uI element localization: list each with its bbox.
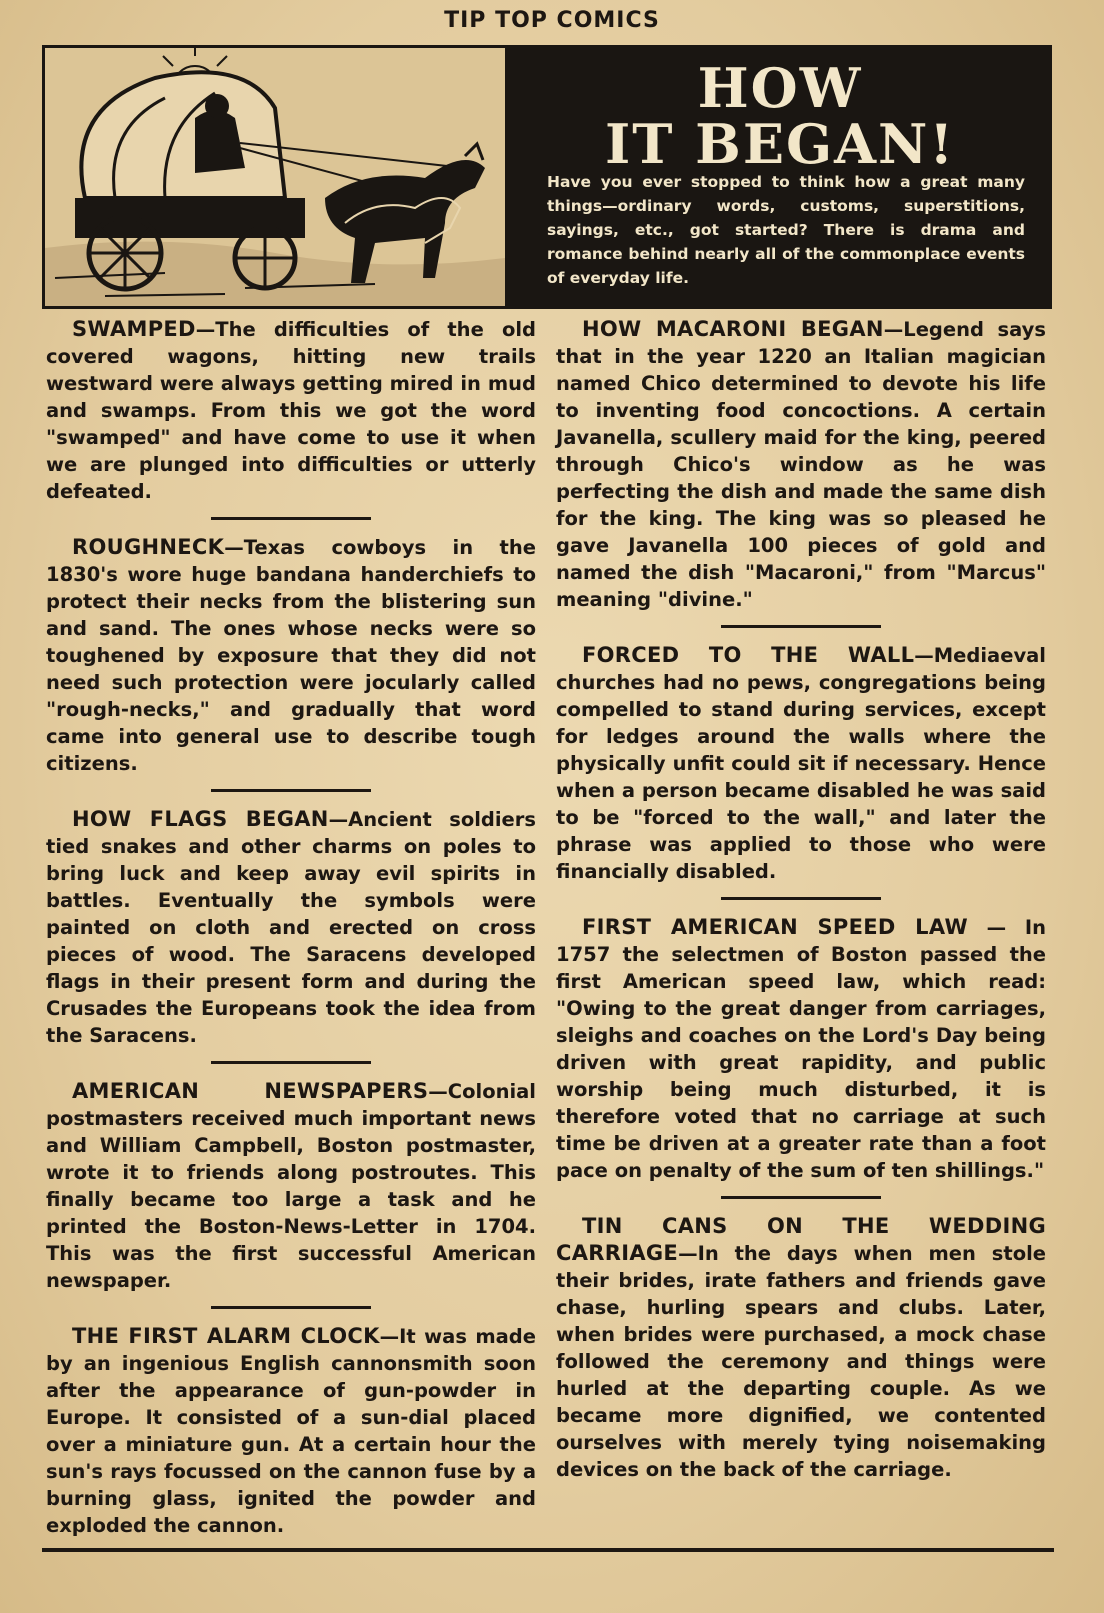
article-roughneck — [46, 534, 536, 777]
covered-wagon-illustration — [45, 48, 505, 306]
article-body: —Mediaeval churches had no pews, congregations being compelled to stand during services, except for ledges around the walls where the physically unfit could sit if necessary. Hence when a person became disabled he was said to be "forced to the wall," and later the phrase was applied to those who were financially disabled. — [556, 644, 1046, 883]
article-how-macaroni-began — [556, 316, 1046, 613]
article-heading: TIN CANS ON THE WEDDING CARRIAGE — [556, 1214, 1046, 1265]
article-heading: HOW FLAGS BEGAN — [72, 807, 329, 831]
divider — [211, 1306, 371, 1309]
right-column — [556, 316, 1046, 1483]
article-heading: FIRST AMERICAN SPEED LAW — [582, 915, 968, 939]
banner-title — [511, 56, 1049, 176]
banner-text-panel — [511, 48, 1049, 306]
banner-intro: Have you ever stopped to think how a great many things—ordinary words, customs, superstitions, sayings, etc., got started? There is drama and romance behind nearly all of the commonplace events of everyday life. — [547, 173, 1025, 287]
article-heading: FORCED TO THE WALL — [582, 643, 915, 667]
divider — [211, 1061, 371, 1064]
banner-title-line2: IT BEGAN! — [604, 112, 956, 176]
divider — [721, 897, 881, 900]
article-body: —Ancient soldiers tied snakes and other charms on poles to bring luck and keep away evil spirits in battles. Eventually the symbols were painted on cloth and erected on cross pieces of wood. The Saracens developed flags in their present form and during the Crusades the Europeans took the idea from the Saracens. — [46, 808, 536, 1047]
divider — [211, 789, 371, 792]
article-heading: HOW MACARONI BEGAN — [582, 317, 884, 341]
article-first-american-speed-law — [556, 914, 1046, 1184]
article-heading: ROUGHNECK — [72, 535, 225, 559]
article-body: —The difficulties of the old covered wagons, hitting new trails westward were always getting mired in mud and swamps. From this we got the word "swamped" and have come to use it when we are plunged into difficulties or utterly defeated. — [46, 318, 536, 503]
article-heading: THE FIRST ALARM CLOCK — [72, 1324, 380, 1348]
article-body: —Colonial postmasters received much important news and William Campbell, Boston postmaster, wrote it to friends along postroutes. This finally became too large a task and he printed the Boston-News-Letter in 1704. This was the first successful American newspaper. — [46, 1080, 536, 1292]
article-american-newspapers — [46, 1078, 536, 1294]
article-body: —Texas cowboys in the 1830's wore huge bandana handerchiefs to protect their necks from the blistering sun and sand. The ones whose necks were so toughened by exposure that they did not need such protection were jocularly called "rough-necks," and gradually that word came into general use to describe tough citizens. — [46, 536, 536, 775]
divider — [721, 625, 881, 628]
divider — [211, 517, 371, 520]
how-it-began-banner — [42, 45, 1052, 309]
footer-rule — [42, 1548, 1054, 1552]
article-body: —It was made by an ingenious English cannonsmith soon after the appearance of gun-powder in Europe. It consisted of a sun-dial placed over a miniature gun. At a certain hour the sun's rays focussed on the cannon fuse by a burning glass, ignited the powder and exploded the cannon. — [46, 1325, 536, 1537]
article-how-flags-began — [46, 806, 536, 1049]
article-body: —In the days when men stole their brides, irate fathers and friends gave chase, hurling spears and clubs. Later, when brides were purchased, a mock chase followed the ceremony and things were hurled at the departing couple. As we became more dignified, we contented ourselves with merely tying noisemaking devices on the back of the carriage. — [556, 1242, 1046, 1481]
article-body: —Legend says that in the year 1220 an Italian magician named Chico determined to devote his life to inventing food concoctions. A certain Javanella, scullery maid for the king, peered through Chico's window as he was perfecting the dish and made the same dish for the king. The king was so pleased he gave Javanella 100 pieces of gold and named the dish "Macaroni," from "Marcus" meaning "divine." — [556, 318, 1046, 611]
article-first-alarm-clock — [46, 1323, 536, 1539]
article-swamped — [46, 316, 536, 505]
article-heading: AMERICAN NEWSPAPERS — [72, 1079, 429, 1103]
article-body: — In 1757 the selectmen of Boston passed the first American speed law, which read: "Owing to the great danger from carriages, sleighs and coaches on the Lord's Day being driven with great rapidity, and public worship being much disturbed, it is therefore voted that no carriage at such time be driven at a greater rate than a foot pace on penalty of the sum of ten shillings." — [556, 916, 1046, 1182]
banner-title-line1: HOW — [697, 56, 863, 120]
article-heading: SWAMPED — [72, 317, 196, 341]
left-column — [46, 316, 536, 1539]
covered-wagon-icon — [45, 48, 508, 306]
running-head: TIP TOP COMICS — [444, 8, 660, 33]
divider — [721, 1196, 881, 1199]
article-tin-cans-wedding-carriage — [556, 1213, 1046, 1483]
article-forced-to-the-wall — [556, 642, 1046, 885]
